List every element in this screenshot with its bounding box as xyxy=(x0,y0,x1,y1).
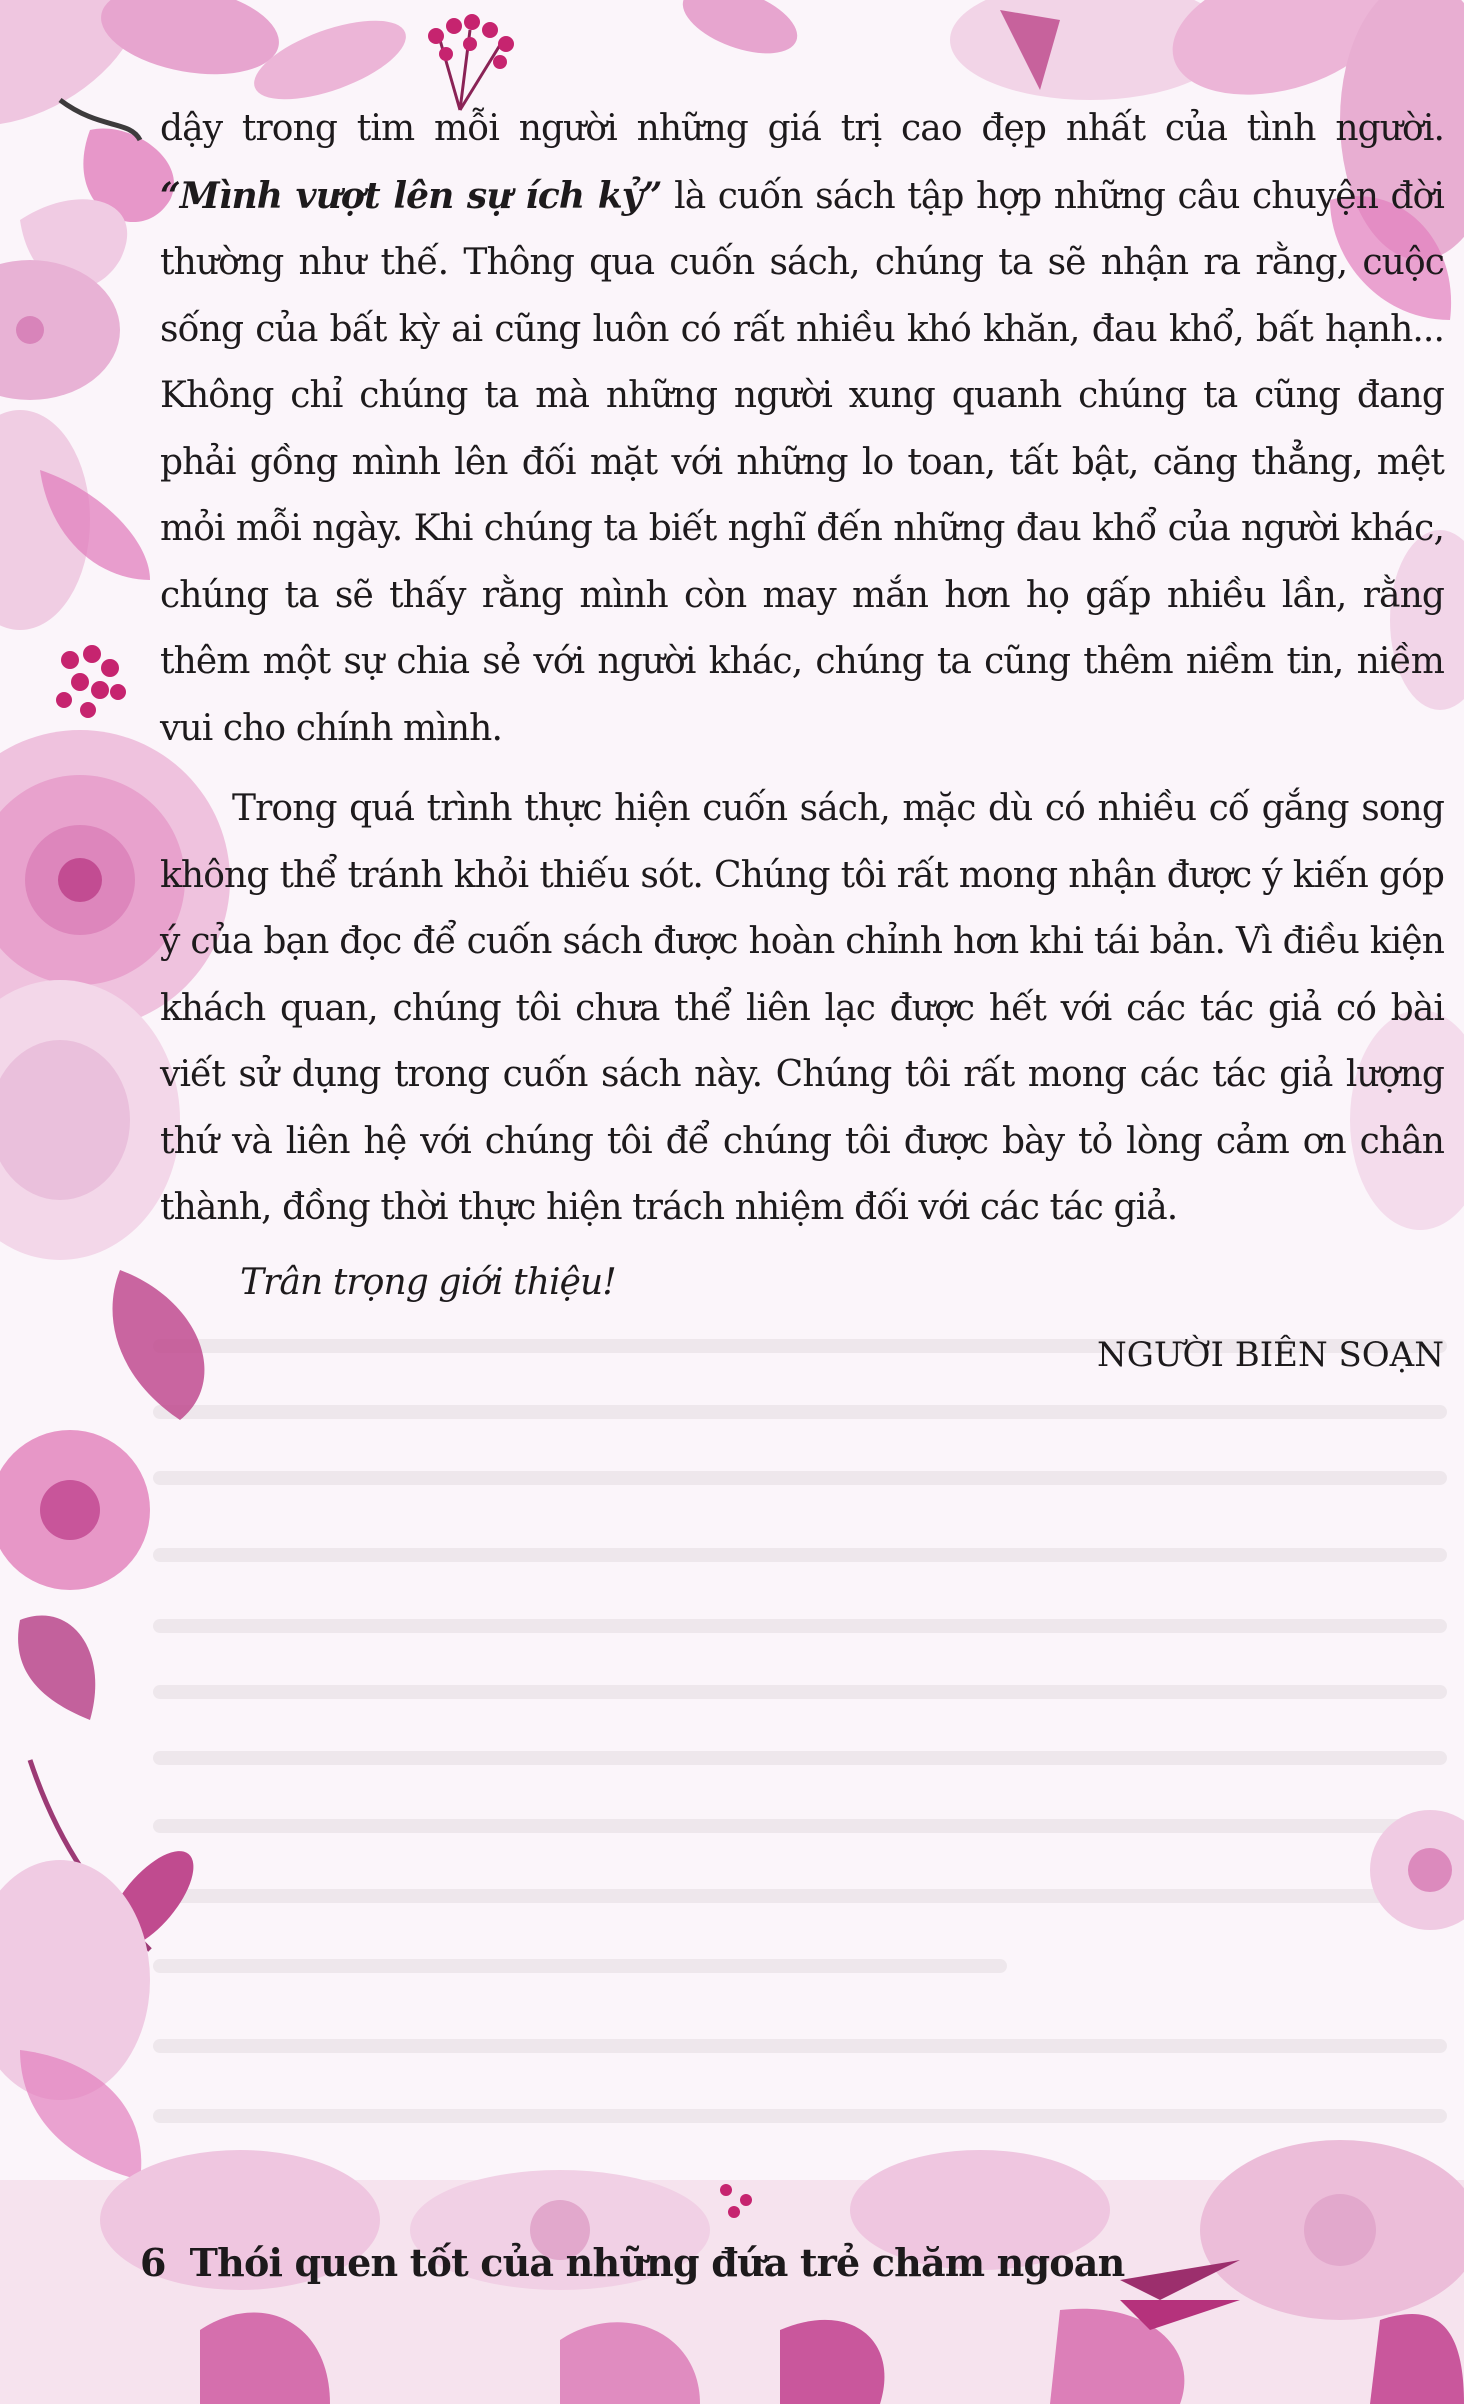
paragraph-1-intro: dậy trong tim mỗi người những giá trị cao đẹp nhất của tình người. xyxy=(160,108,1444,149)
page-footer xyxy=(140,2240,1124,2285)
bleed-through-lines xyxy=(160,1346,1440,2116)
flower-lower-left xyxy=(0,1430,150,1590)
closing-line: Trân trọng giới thiệu! xyxy=(240,1261,616,1303)
running-title: Thói quen tốt của những đứa trẻ chăm ngoan xyxy=(189,2240,1125,2285)
paragraph-2: Trong quá trình thực hiện cuốn sách, mặc dù có nhiều cố gắng song không thể tránh khỏi thiếu sót. Chúng tôi rất mong nhận được ý kiến góp ý của bạn đọc để cuốn sách được hoàn chỉnh hơn khi tái bản. Vì điều kiện khách quan, chúng tôi chưa thể liên lạc được hết với các tác giả có bài viết sử dụng trong cuốn sách này. Chúng tôi rất mong các tác giả lượng thứ và liên hệ với chúng tôi để chúng tôi được bày tỏ lòng cảm ơn chân thành, đồng thời thực hiện trách nhiệm đối với các tác giả. xyxy=(160,788,1444,1228)
body-text xyxy=(160,96,1444,1389)
page-number: 6 xyxy=(140,2240,166,2285)
berry-cluster-left xyxy=(56,645,126,718)
editor-signature: NGƯỜI BIÊN SOẠN xyxy=(1097,1335,1444,1375)
paragraph-1-rest: là cuốn sách tập hợp những câu chuyện đời thường như thế. Thông qua cuốn sách, chúng ta sẽ nhận ra rằng, cuộc sống của bất kỳ ai cũng luôn có rất nhiều khó khăn, đau khổ, bất hạnh... Không chỉ chúng ta mà những người xung quanh chúng ta cũng đang phải gồng mình lên đối mặt với những lo toan, tất bật, căng thẳng, mệt mỏi mỗi ngày. Khi chúng ta biết nghĩ đến những đau khổ của người khác, chúng ta sẽ thấy rằng mình còn may mắn hơn họ gấp nhiều lần, rằng thêm một sự chia sẻ với người khác, chúng ta cũng thêm niềm tin, niềm vui cho chính mình. xyxy=(160,175,1444,749)
paragraph-1 xyxy=(160,96,1444,762)
book-title-quote: “Mình vượt lên sự ích kỷ” xyxy=(160,174,662,217)
